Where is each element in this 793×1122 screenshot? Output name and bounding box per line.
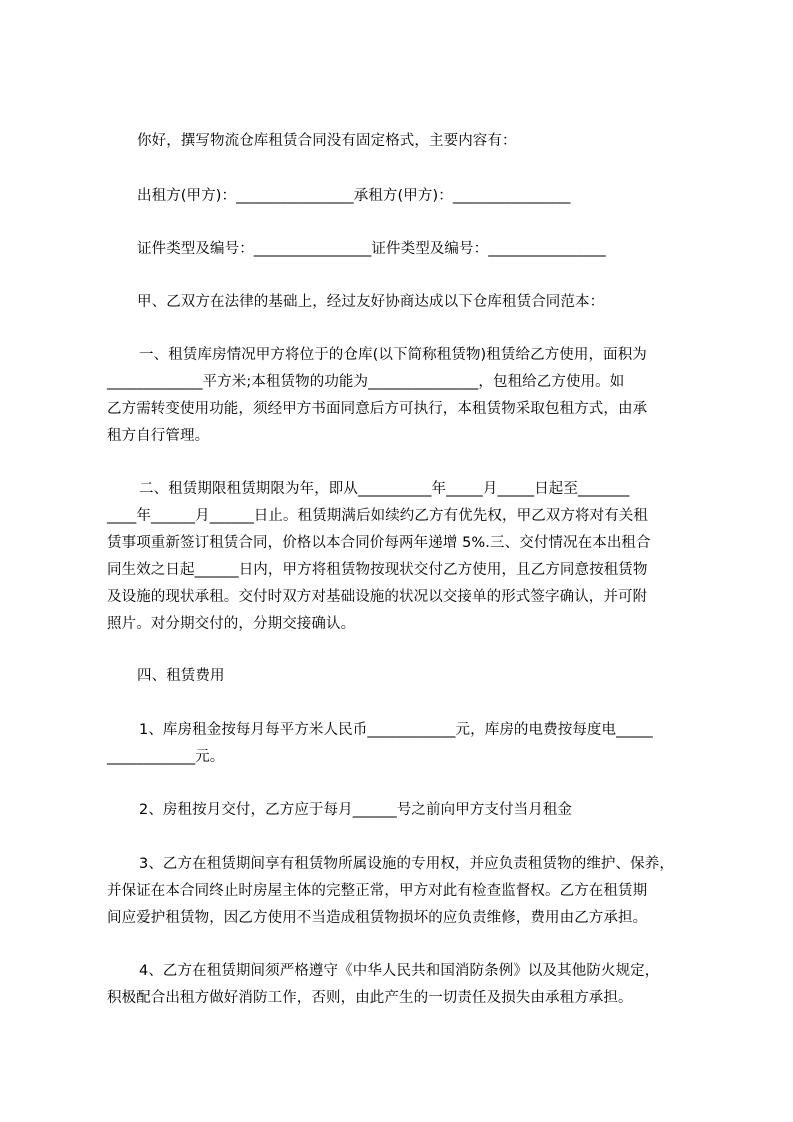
- section-2-line-5: 及设施的现状承租。交付时双方对基础设施的状况以交接单的形式签字确认，并可附: [107, 589, 648, 605]
- section-2-line-2: ____年______月______日止。租赁期满后如续约乙方有优先权，甲乙双方将对有关租: [107, 508, 648, 524]
- section-2-line-6: 照片。对分期交付的，分期交接确认。: [107, 616, 356, 632]
- section-4-heading: 四、租赁费用: [137, 668, 225, 684]
- clause-3-line-2: 并保证在本合同终止时房屋主体的完整正常，甲方对此有检查监督权。乙方在租赁期: [107, 883, 648, 899]
- section-1-line-3: 乙方需转变使用功能，须经甲方书面同意后方可执行，本租赁物采取包租方式，由承: [107, 401, 648, 417]
- section-2-line-4: 同生效之日起______日内，甲方将租赁物按现状交付乙方使用，且乙方同意按租赁物: [107, 562, 648, 578]
- clause-4-line-2: 积极配合出租方做好消防工作，否则，由此产生的一切责任及损失由承租方承担。: [107, 990, 633, 1006]
- section-2-line-3: 赁事项重新签订租赁合同，价格以本合同价每两年递增 5%.三、交付情况在本出租合: [107, 535, 651, 551]
- id-type-field-line: 证件类型及编号：________________证件类型及编号：________________: [137, 241, 606, 257]
- agreement-preamble: 甲、乙双方在法律的基础上，经过友好协商达成以下仓库租赁合同范本：: [137, 294, 605, 310]
- clause-4-line-1: 4、乙方在租赁期间须严格遵守《中华人民共和国消防条例》以及其他防火规定，: [139, 963, 660, 979]
- clause-3-line-1: 3、乙方在租赁期间享有租赁物所属设施的专用权，并应负责租赁物的维护、保养，: [139, 856, 674, 872]
- clause-1-line-2: ____________元。: [107, 749, 225, 765]
- section-1-line-2: _____________平方米;本租赁物的功能为_______________，包租给乙方使用。如: [107, 374, 625, 390]
- section-2-line-1: 二、租赁期限租赁期限为年，即从__________年_____月_____日起至_______: [139, 481, 630, 497]
- section-1-line-4: 租方自行管理。: [107, 428, 210, 444]
- lessor-field-line: 出租方(甲方)：________________承租方(甲方)：________________: [137, 188, 571, 204]
- intro-line: 你好，撰写物流仓库租赁合同没有固定格式，主要内容有：: [137, 133, 517, 149]
- clause-3-line-3: 间应爱护租赁物，因乙方使用不当造成租赁物损坏的应负责维修，费用由乙方承担。: [107, 910, 648, 926]
- section-1-line-1: 一、租赁库房情况甲方将位于的仓库(以下简称租赁物)租赁给乙方使用，面积为: [139, 347, 647, 363]
- clause-1-line-1: 1、库房租金按每月每平方米人民币____________元，库房的电费按每度电_____: [139, 722, 653, 738]
- clause-2-line: 2、房租按月交付，乙方应于每月______号之前向甲方支付当月租金: [139, 802, 573, 818]
